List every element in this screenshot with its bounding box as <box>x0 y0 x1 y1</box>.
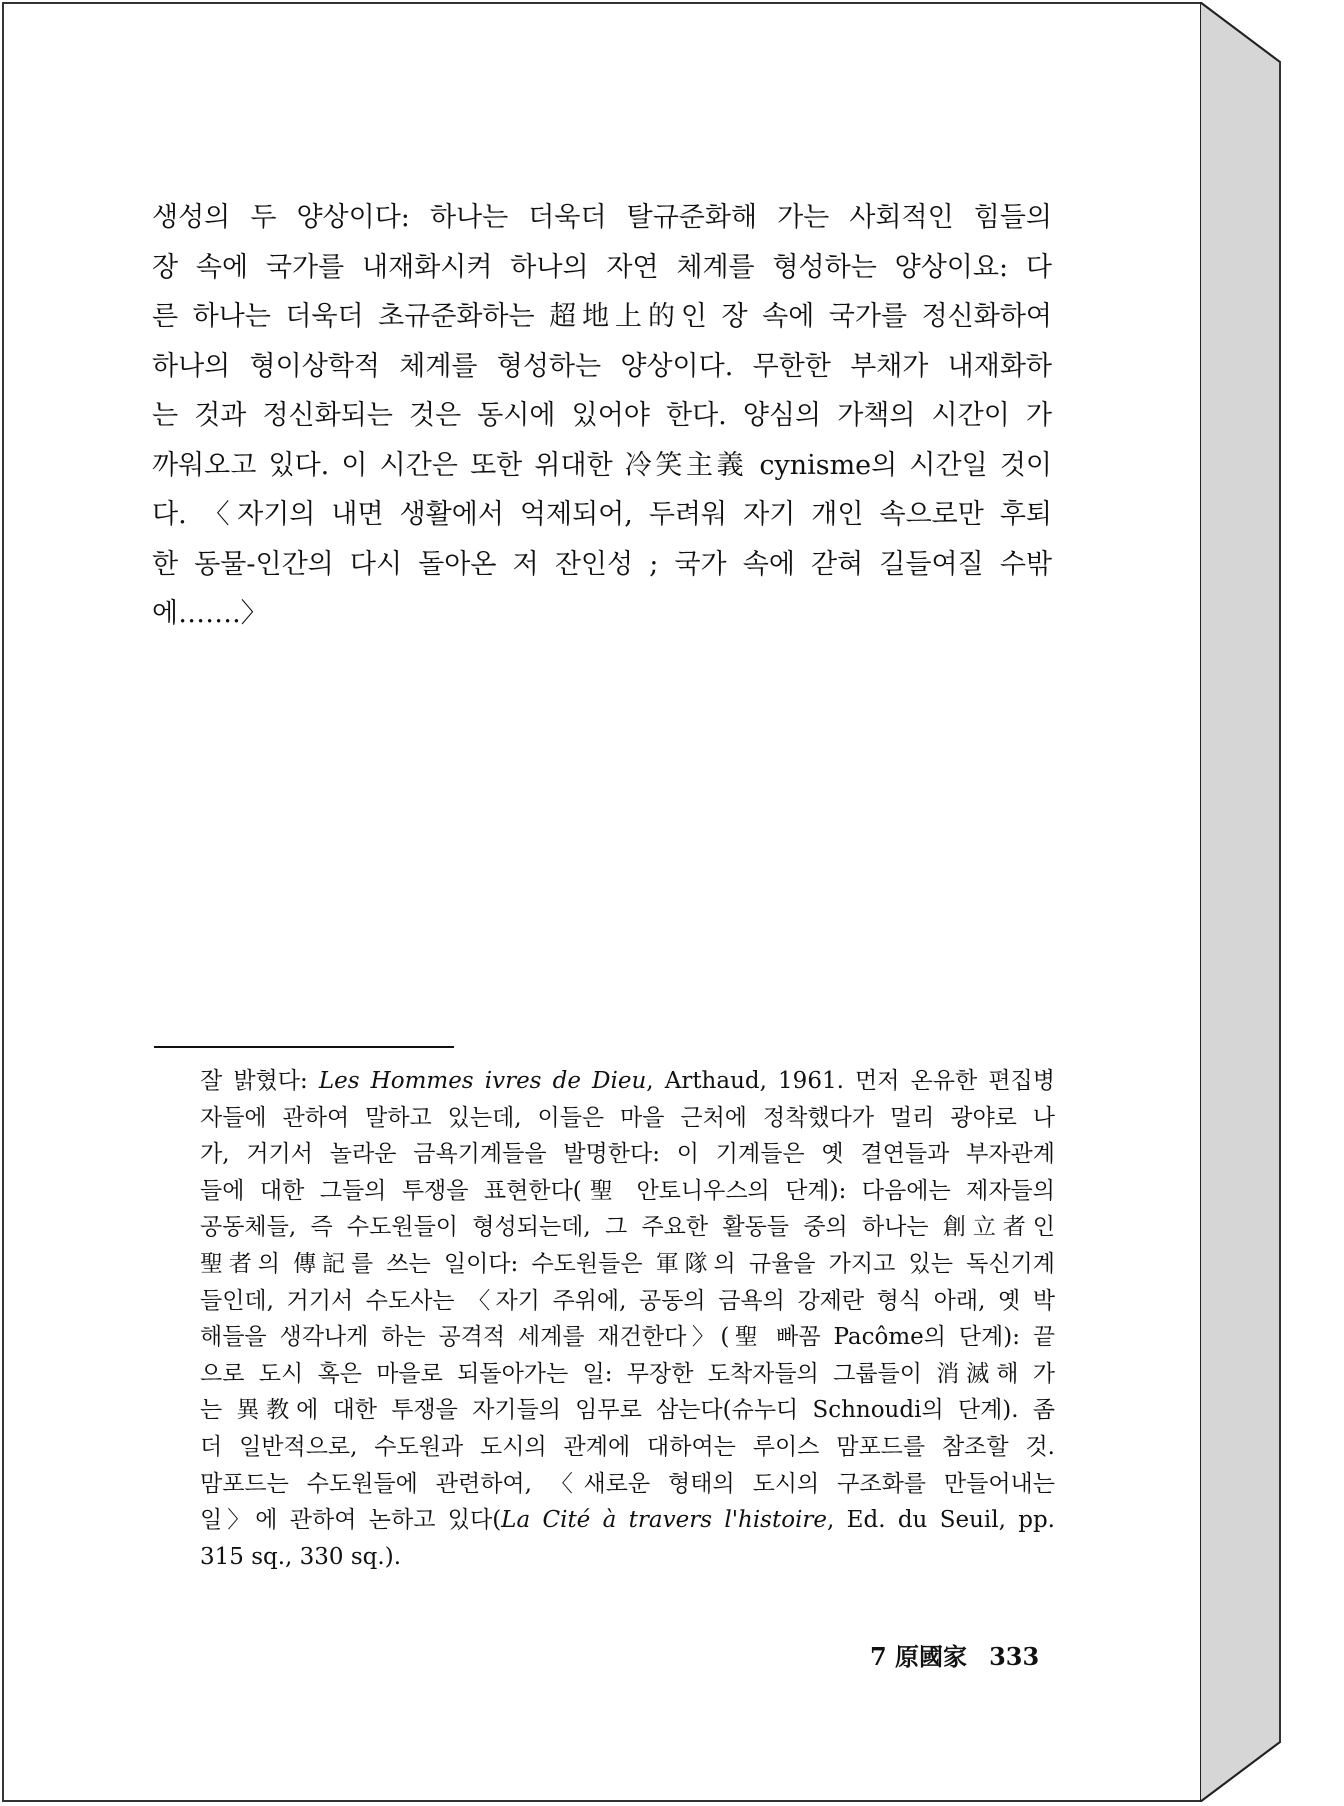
footnote-line: 해들을 생각나게 하는 공격적 세계를 재건한다〉(聖 빠꼼 Pacôme의 단계): 끝 <box>200 1324 1055 1351</box>
footnote-line: 더 일반적으로, 수도원과 도시의 관계에 대하여는 루이스 맘포드를 참조할 것. <box>200 1433 1055 1460</box>
main-text <box>152 193 1052 639</box>
footnote-line: 는 異教에 대한 투쟁을 자기들의 임무로 삼는다(슈누디 Schnoudi의 단계). 좀 <box>200 1397 1055 1424</box>
footnote-line: 聖者의 傳記를 쓰는 일이다: 수도원들은 軍隊의 규율을 가지고 있는 독신기계 <box>200 1250 1055 1277</box>
text-line: 다. 〈자기의 내면 생활에서 억제되어, 두려워 자기 개인 속으로만 후퇴 <box>152 499 1052 530</box>
footnote-line: 으로 도시 혹은 마을로 되돌아가는 일: 무장한 도착자들의 그룹들이 消滅해 가 <box>200 1360 1055 1387</box>
footnote-line: 들에 대한 그들의 투쟁을 표현한다(聖 안토니우스의 단계): 다음에는 제자들의 <box>200 1177 1055 1204</box>
text-line: 장 속에 국가를 내재화시켜 하나의 자연 체계를 형성하는 양상이요: 다 <box>152 251 1052 283</box>
footnote-line: 일〉에 관하여 논하고 있다(La Cité à travers l'histoire, Ed. du Seuil, pp. <box>200 1507 1055 1534</box>
page-footer <box>870 1637 1039 1672</box>
text-line: 한 동물-인간의 다시 돌아온 저 잔인성 ; 국가 속에 갇혀 길들여질 수밖 <box>152 548 1052 580</box>
text-line: 하나의 형이상학적 체계를 형성하는 양상이다. 무한한 부채가 내재화하 <box>152 350 1052 382</box>
footnote-line: 들인데, 거기서 수도사는 〈자기 주위에, 공동의 금욕의 강제란 형식 아래, 옛 박 <box>200 1287 1055 1314</box>
text-line: 까워오고 있다. 이 시간은 또한 위대한 冷笑主義 cynisme의 시간일 것이 <box>152 449 1052 481</box>
book-thickness-edge <box>1200 2 1342 1802</box>
footnote <box>200 1063 1055 1575</box>
text-line: 생성의 두 양상이다: 하나는 더욱더 탈규준화해 가는 사회적인 힘들의 <box>152 202 1052 233</box>
chapter-label: 7 原國家 <box>870 1642 968 1671</box>
footnote-rule <box>154 1046 454 1048</box>
text-line: 에…….〉 <box>152 598 268 629</box>
book-title: La Cité à travers l'histoire <box>501 1507 828 1534</box>
footnote-line: 가, 거기서 놀라운 금욕기계들을 발명한다: 이 기계들은 옛 결연들과 부자관계 <box>200 1141 1055 1168</box>
footnote-line: 잘 밝혔다: Les Hommes ivres de Dieu, Arthaud, 1961. 먼저 온유한 편집병 <box>200 1068 1055 1094</box>
footnote-line: 자들에 관하여 말하고 있는데, 이들은 마을 근처에 정착했다가 멀리 광야로 나 <box>200 1104 1055 1131</box>
book-title: Les Hommes ivres de Dieu <box>318 1068 647 1094</box>
text-line: 는 것과 정신화되는 것은 동시에 있어야 한다. 양심의 가책의 시간이 가 <box>152 400 1052 431</box>
footnote-line: 공동체들, 즉 수도원들이 형성되는데, 그 주요한 활동들 중의 하나는 創立者인 <box>200 1214 1055 1241</box>
footnote-line: 맘포드는 수도원들에 관련하여, 〈새로운 형태의 도시의 구조화를 만들어내는 <box>200 1470 1055 1497</box>
footnote-line: 315 sq., 330 sq.). <box>200 1543 402 1570</box>
page-number: 333 <box>989 1642 1040 1671</box>
text-line: 른 하나는 더욱더 초규준화하는 超地上的인 장 속에 국가를 정신화하여 <box>152 301 1052 332</box>
